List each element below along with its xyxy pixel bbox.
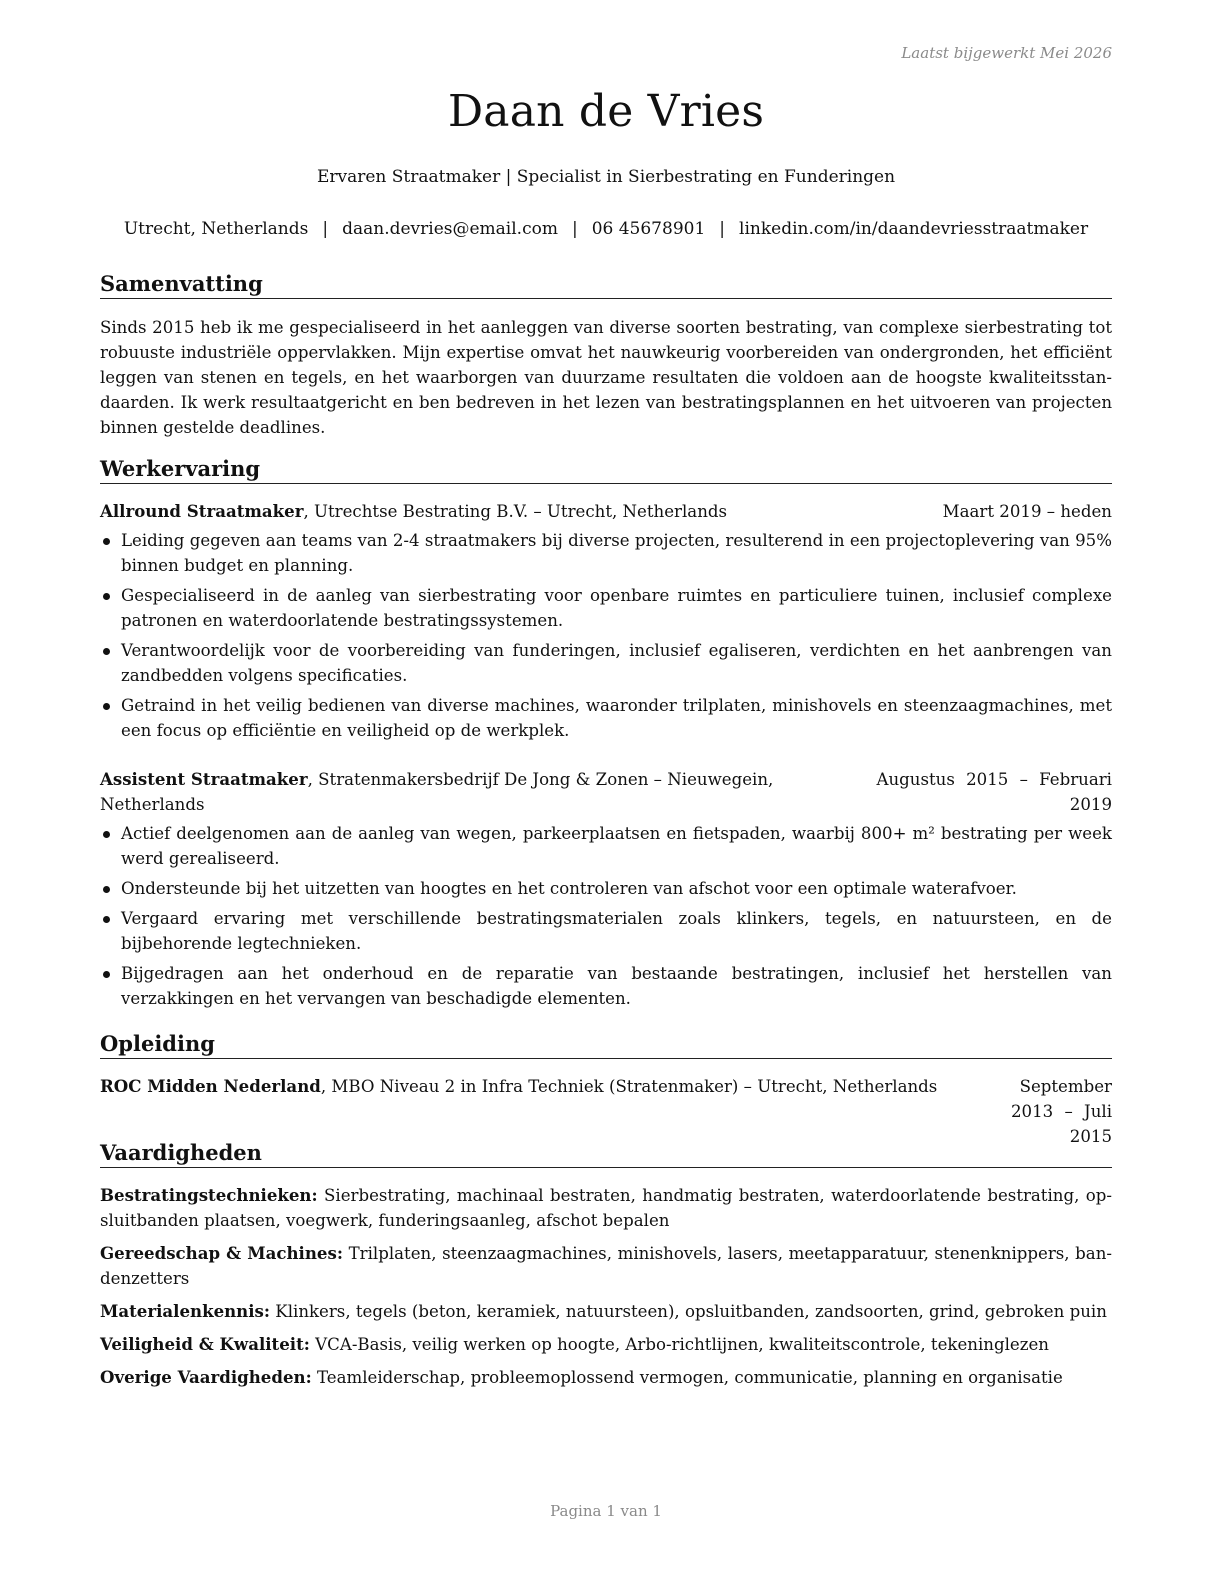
section-title-skills: Vaardigheden	[100, 1140, 1112, 1168]
skill-row	[100, 1299, 1112, 1324]
education-header	[100, 1074, 1112, 1149]
skill-row	[100, 1241, 1112, 1291]
skill-label: Gereedschap & Machines:	[100, 1243, 343, 1263]
summary-text: Sinds 2015 heb ik me gespecialiseerd in het aanleggen van diverse soorten bestrating, van complexe sierbestrating tot robuuste industriële oppervlakken. Mijn expertise omvat het nauwkeurig voorbereiden van ondergronden, het efficiënt leggen van stenen en tegels, en het waarborgen van duurzame resultaten die voldoen aan de hoogste kwaliteitsstan-daarden. Ik werk resultaatgericht en ben bedreven in het lezen van bestratingsplannen en het uitvoeren van projecten binnen gestelde deadlines.	[100, 318, 1112, 437]
skill-text: Sierbestrating, machinaal bestraten, handmatig bestraten, waterdoorlatende bestrating, op-sluitbanden plaatsen, voegwerk, funderingsaanleg, afschot bepalen	[100, 1186, 1112, 1230]
education-dates: September 2013 – Juli 2015	[1010, 1077, 1112, 1146]
skills-list	[100, 1183, 1112, 1398]
contact-email[interactable]: daan.devries@email.com	[342, 219, 558, 239]
job-bullet: Bijgedragen aan het onderhoud en de reparatie van bestaande bestratingen, inclusief het herstellen van verzakkingen en het vervangen van beschadigde elementen.	[100, 961, 1112, 1011]
skill-label: Overige Vaardigheden:	[100, 1367, 312, 1387]
job-dates: Maart 2019 – heden	[942, 502, 1112, 521]
skill-text: VCA-Basis, veilig werken op hoogte, Arbo-richtlijnen, kwaliteitscontrole, tekeninglezen	[309, 1335, 1049, 1354]
job-header	[100, 767, 1112, 817]
resume-page	[100, 0, 1112, 1584]
job-company: , Utrechtse Bestrating B.V. – Utrecht, Netherlands	[303, 502, 728, 521]
skill-label: Bestratingstechnieken:	[100, 1185, 318, 1205]
skill-text: Klinkers, tegels (beton, keramiek, natuursteen), opsluitbanden, zandsoorten, grind, gebroken puin	[270, 1302, 1107, 1321]
skill-row	[100, 1332, 1112, 1357]
job-dates: Augustus 2015 – Februari 2019	[876, 770, 1112, 814]
skill-row	[100, 1365, 1112, 1390]
last-updated: Laatst bijgewerkt Mei 2026	[901, 44, 1112, 62]
skill-text: Trilplaten, steenzaagmachines, minishovels, lasers, meetapparatuur, stenenknippers, ban-denzetters	[100, 1244, 1112, 1288]
contact-linkedin[interactable]: linkedin.com/in/daandevriesstraatmaker	[739, 219, 1089, 239]
job-bullet: Ondersteunde bij het uitzetten van hoogtes en het controleren van afschot voor een optimale waterafvoer.	[100, 876, 1112, 901]
job-company: , Stratenmakersbedrijf De Jong & Zonen – Nieuwegein, Netherlands	[100, 770, 774, 814]
section-title-experience: Werkervaring	[100, 456, 1112, 484]
job-bullets	[100, 821, 1112, 1011]
education-line	[100, 1074, 972, 1149]
job-bullet: Actief deelgenomen aan de aanleg van wegen, parkeerplaatsen en fietspaden, waarbij 800+ m² bestrating per week werd gerealiseerd.	[100, 821, 1112, 871]
page-number: Pagina 1 van 1	[550, 1502, 662, 1520]
job-bullet: Getraind in het veilig bedienen van diverse machines, waaronder trilplaten, minishovels en steenzaagmachines, met een focus op efficiëntie en veiligheid op de werkplek.	[100, 693, 1112, 743]
section-title-education: Opleiding	[100, 1031, 1112, 1059]
education-entry	[100, 1074, 1112, 1149]
job-bullet: Verantwoordelijk voor de voorbereiding van funderingen, inclusief egaliseren, verdichten en het aanbrengen van zandbedden volgens specificaties.	[100, 638, 1112, 688]
contact-line	[80, 219, 1132, 239]
job-role: Assistent Straatmaker	[100, 769, 308, 789]
job-entry	[100, 767, 1112, 1016]
skill-label: Materialenkennis:	[100, 1301, 271, 1321]
contact-separator: |	[719, 219, 726, 239]
candidate-name: Daan de Vries	[447, 86, 765, 137]
education-school: ROC Midden Nederland	[100, 1076, 321, 1096]
skill-label: Veiligheid & Kwaliteit:	[100, 1334, 310, 1354]
job-bullets	[100, 528, 1112, 743]
job-title-line	[100, 499, 943, 524]
contact-separator: |	[322, 219, 329, 239]
job-header	[100, 499, 1112, 524]
education-detail: , MBO Niveau 2 in Infra Techniek (Stratenmaker) – Utrecht, Netherlands	[320, 1077, 938, 1096]
job-bullet: Gespecialiseerd in de aanleg van sierbestrating voor openbare ruimtes en particuliere tuinen, inclusief complexe patronen en waterdoorlatende bestratingssystemen.	[100, 583, 1112, 633]
skill-text: Teamleiderschap, probleemoplossend vermogen, communicatie, planning en organisatie	[311, 1368, 1063, 1387]
job-title-line	[100, 767, 874, 817]
tagline: Ervaren Straatmaker | Specialist in Sierbestrating en Funderingen	[316, 167, 896, 187]
job-role: Allround Straatmaker	[100, 501, 304, 521]
job-entry	[100, 499, 1112, 748]
section-title-summary: Samenvatting	[100, 271, 1112, 299]
contact-location: Utrecht, Netherlands	[123, 219, 309, 239]
skill-row	[100, 1183, 1112, 1233]
job-bullet: Leiding gegeven aan teams van 2-4 straatmakers bij diverse projecten, resulterend in een projectoplevering van 95% binnen budget en planning.	[100, 528, 1112, 578]
job-bullet: Vergaard ervaring met verschillende bestratingsmaterialen zoals klinkers, tegels, en natuursteen, en de bijbehorende legtechnieken.	[100, 906, 1112, 956]
contact-separator: |	[571, 219, 578, 239]
contact-phone: 06 45678901	[591, 219, 706, 239]
